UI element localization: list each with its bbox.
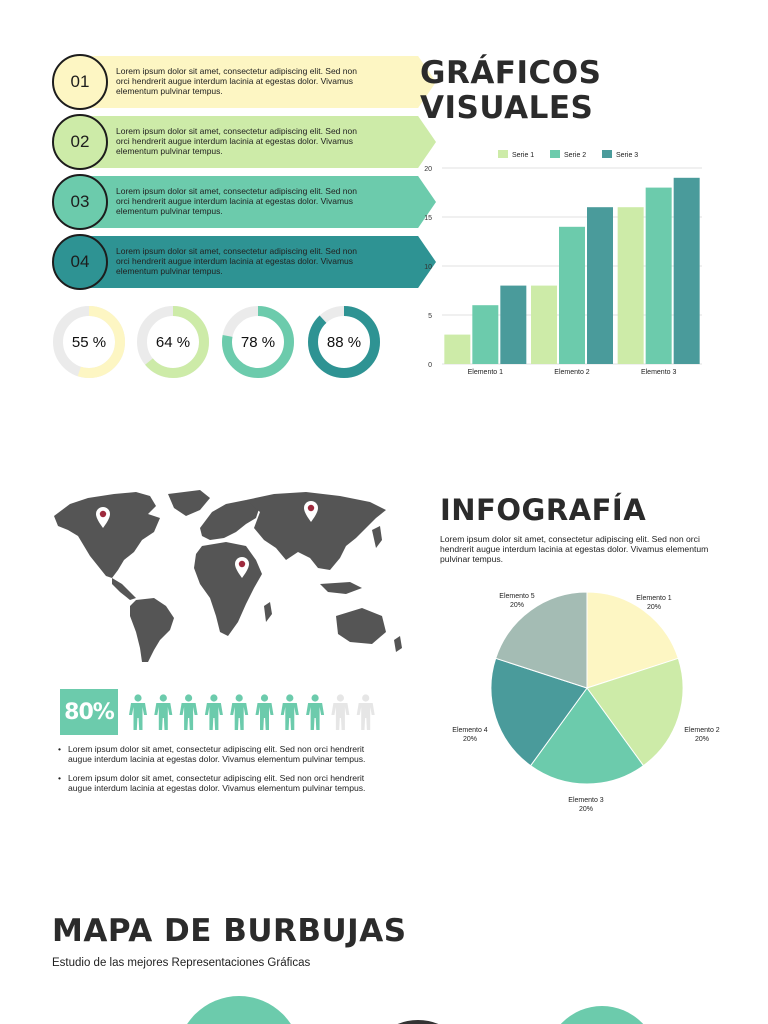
bar: [559, 227, 585, 364]
step-text: Lorem ipsum dolor sit amet, consectetur adipiscing elit. Sed non orci hendrerit augue interdum lacinia at egestas dolor. Vivamus elementum pulvinar tempus.: [116, 186, 357, 217]
bar: [587, 207, 613, 364]
continent-australia: [336, 608, 386, 644]
pie-percent-label: 20%: [646, 604, 662, 611]
section-title-graficos: [420, 56, 601, 126]
person-icon: [205, 694, 223, 730]
step-text: Lorem ipsum dolor sit amet, consectetur adipiscing elit. Sed non orci hendrerit augue interdum lacinia at egestas dolor. Vivamus elementum pulvinar tempus.: [116, 126, 357, 157]
person-icon: [281, 694, 299, 730]
step-3: [50, 176, 390, 232]
person-icon: [357, 694, 375, 730]
bullet-list: [58, 744, 388, 802]
x-tick-label: Elemento 1: [467, 369, 504, 376]
step-2: [50, 116, 390, 172]
legend-swatch: [498, 150, 508, 158]
bar: [531, 286, 557, 364]
legend-label: Serie 2: [564, 152, 587, 159]
gauge-88: [307, 305, 381, 379]
pie-label: Elemento 5: [499, 593, 535, 600]
bar-chart: [412, 140, 712, 385]
continent-north-america: [54, 492, 160, 578]
pie-label: Elemento 4: [452, 727, 488, 734]
bar: [472, 305, 498, 364]
y-tick-label: 0: [428, 362, 432, 369]
pie-percent-label: 20%: [462, 736, 478, 743]
infografia-description: Lorem ipsum dolor sit amet, consectetur adipiscing elit. Sed non orci hendrerit augue interdum lacinia at egestas dolor. Vivamus elementum pulvinar tempus.: [440, 534, 709, 565]
legend-swatch: [550, 150, 560, 158]
gauge-78: [221, 305, 295, 379]
step-number: 02: [52, 114, 108, 170]
step-text: Lorem ipsum dolor sit amet, consectetur adipiscing elit. Sed non orci hendrerit augue interdum lacinia at egestas dolor. Vivamus elementum pulvinar tempus.: [116, 246, 357, 277]
gauge-value: 78 %: [240, 333, 276, 351]
title-line-1: GRÁFICOS: [420, 55, 602, 91]
person-icon: [306, 694, 324, 730]
y-tick-label: 5: [428, 313, 432, 320]
step-number: 03: [52, 174, 108, 230]
bubble-chart: [0, 990, 768, 1024]
world-map: [50, 488, 404, 666]
bar: [646, 188, 672, 364]
person-icon: [230, 694, 248, 730]
y-tick-label: 10: [424, 264, 432, 271]
person-icon: [256, 694, 274, 730]
gauge-value: 64 %: [155, 333, 191, 351]
gauge-55: [52, 305, 126, 379]
gauge-64: [136, 305, 210, 379]
pie-percent-label: 20%: [578, 806, 594, 813]
bar: [674, 178, 700, 364]
person-icon: [129, 694, 147, 730]
pie-label: Elemento 2: [684, 727, 720, 734]
step-number: 04: [52, 234, 108, 290]
step-number: 01: [52, 54, 108, 110]
person-icon: [331, 694, 349, 730]
burbujas-subtitle: Estudio de las mejores Representaciones Gráficas: [52, 957, 311, 969]
bullet-item: • Lorem ipsum dolor sit amet, consectetur adipiscing elit. Sed non orci hendrerit augue interdum lacinia at egestas dolor. Vivamus elementum pulvinar tempus.: [58, 773, 388, 794]
pie-label: Elemento 3: [568, 797, 604, 804]
continent-south-america: [130, 598, 174, 662]
bullet-item: • Lorem ipsum dolor sit amet, consectetur adipiscing elit. Sed non orci hendrerit augue interdum lacinia at egestas dolor. Vivamus elementum pulvinar tempus.: [58, 744, 388, 765]
people-pictogram: [128, 694, 384, 730]
bar: [444, 335, 470, 364]
x-tick-label: Elemento 2: [554, 369, 590, 376]
step-text: Lorem ipsum dolor sit amet, consectetur adipiscing elit. Sed non orci hendrerit augue interdum lacinia at egestas dolor. Vivamus elementum pulvinar tempus.: [116, 66, 357, 97]
madagascar: [264, 602, 272, 622]
legend-swatch: [602, 150, 612, 158]
people-percentage-badge: 80%: [60, 689, 118, 735]
continent-europe: [200, 500, 260, 540]
bar: [500, 286, 526, 364]
legend-label: Serie 3: [616, 152, 639, 159]
continent-central-america: [112, 578, 136, 600]
pie-chart: [440, 590, 740, 820]
title-line-2: VISUALES: [420, 90, 594, 126]
step-1: [50, 56, 390, 112]
person-icon: [154, 694, 172, 730]
step-4: [50, 236, 390, 292]
bubble: [364, 1020, 472, 1024]
person-icon: [180, 694, 198, 730]
section-title-burbujas: MAPA DE BURBUJAS: [52, 913, 407, 949]
pie-label: Elemento 1: [636, 595, 672, 602]
indonesia: [320, 582, 362, 594]
x-tick-label: Elemento 3: [640, 369, 677, 376]
continent-africa: [194, 542, 262, 636]
japan: [372, 526, 382, 548]
bar: [618, 207, 644, 364]
section-title-infografia: INFOGRAFÍA: [440, 493, 647, 527]
legend-label: Serie 1: [512, 152, 535, 159]
y-tick-label: 20: [424, 166, 432, 173]
gauge-value: 55 %: [71, 333, 107, 351]
y-tick-label: 15: [424, 215, 432, 222]
bubble: [546, 1006, 658, 1024]
greenland: [168, 490, 210, 516]
new-zealand: [394, 636, 402, 652]
gauge-value: 88 %: [326, 333, 362, 351]
pie-percent-label: 20%: [694, 736, 710, 743]
pie-percent-label: 20%: [509, 602, 525, 609]
bubble: [177, 996, 301, 1024]
